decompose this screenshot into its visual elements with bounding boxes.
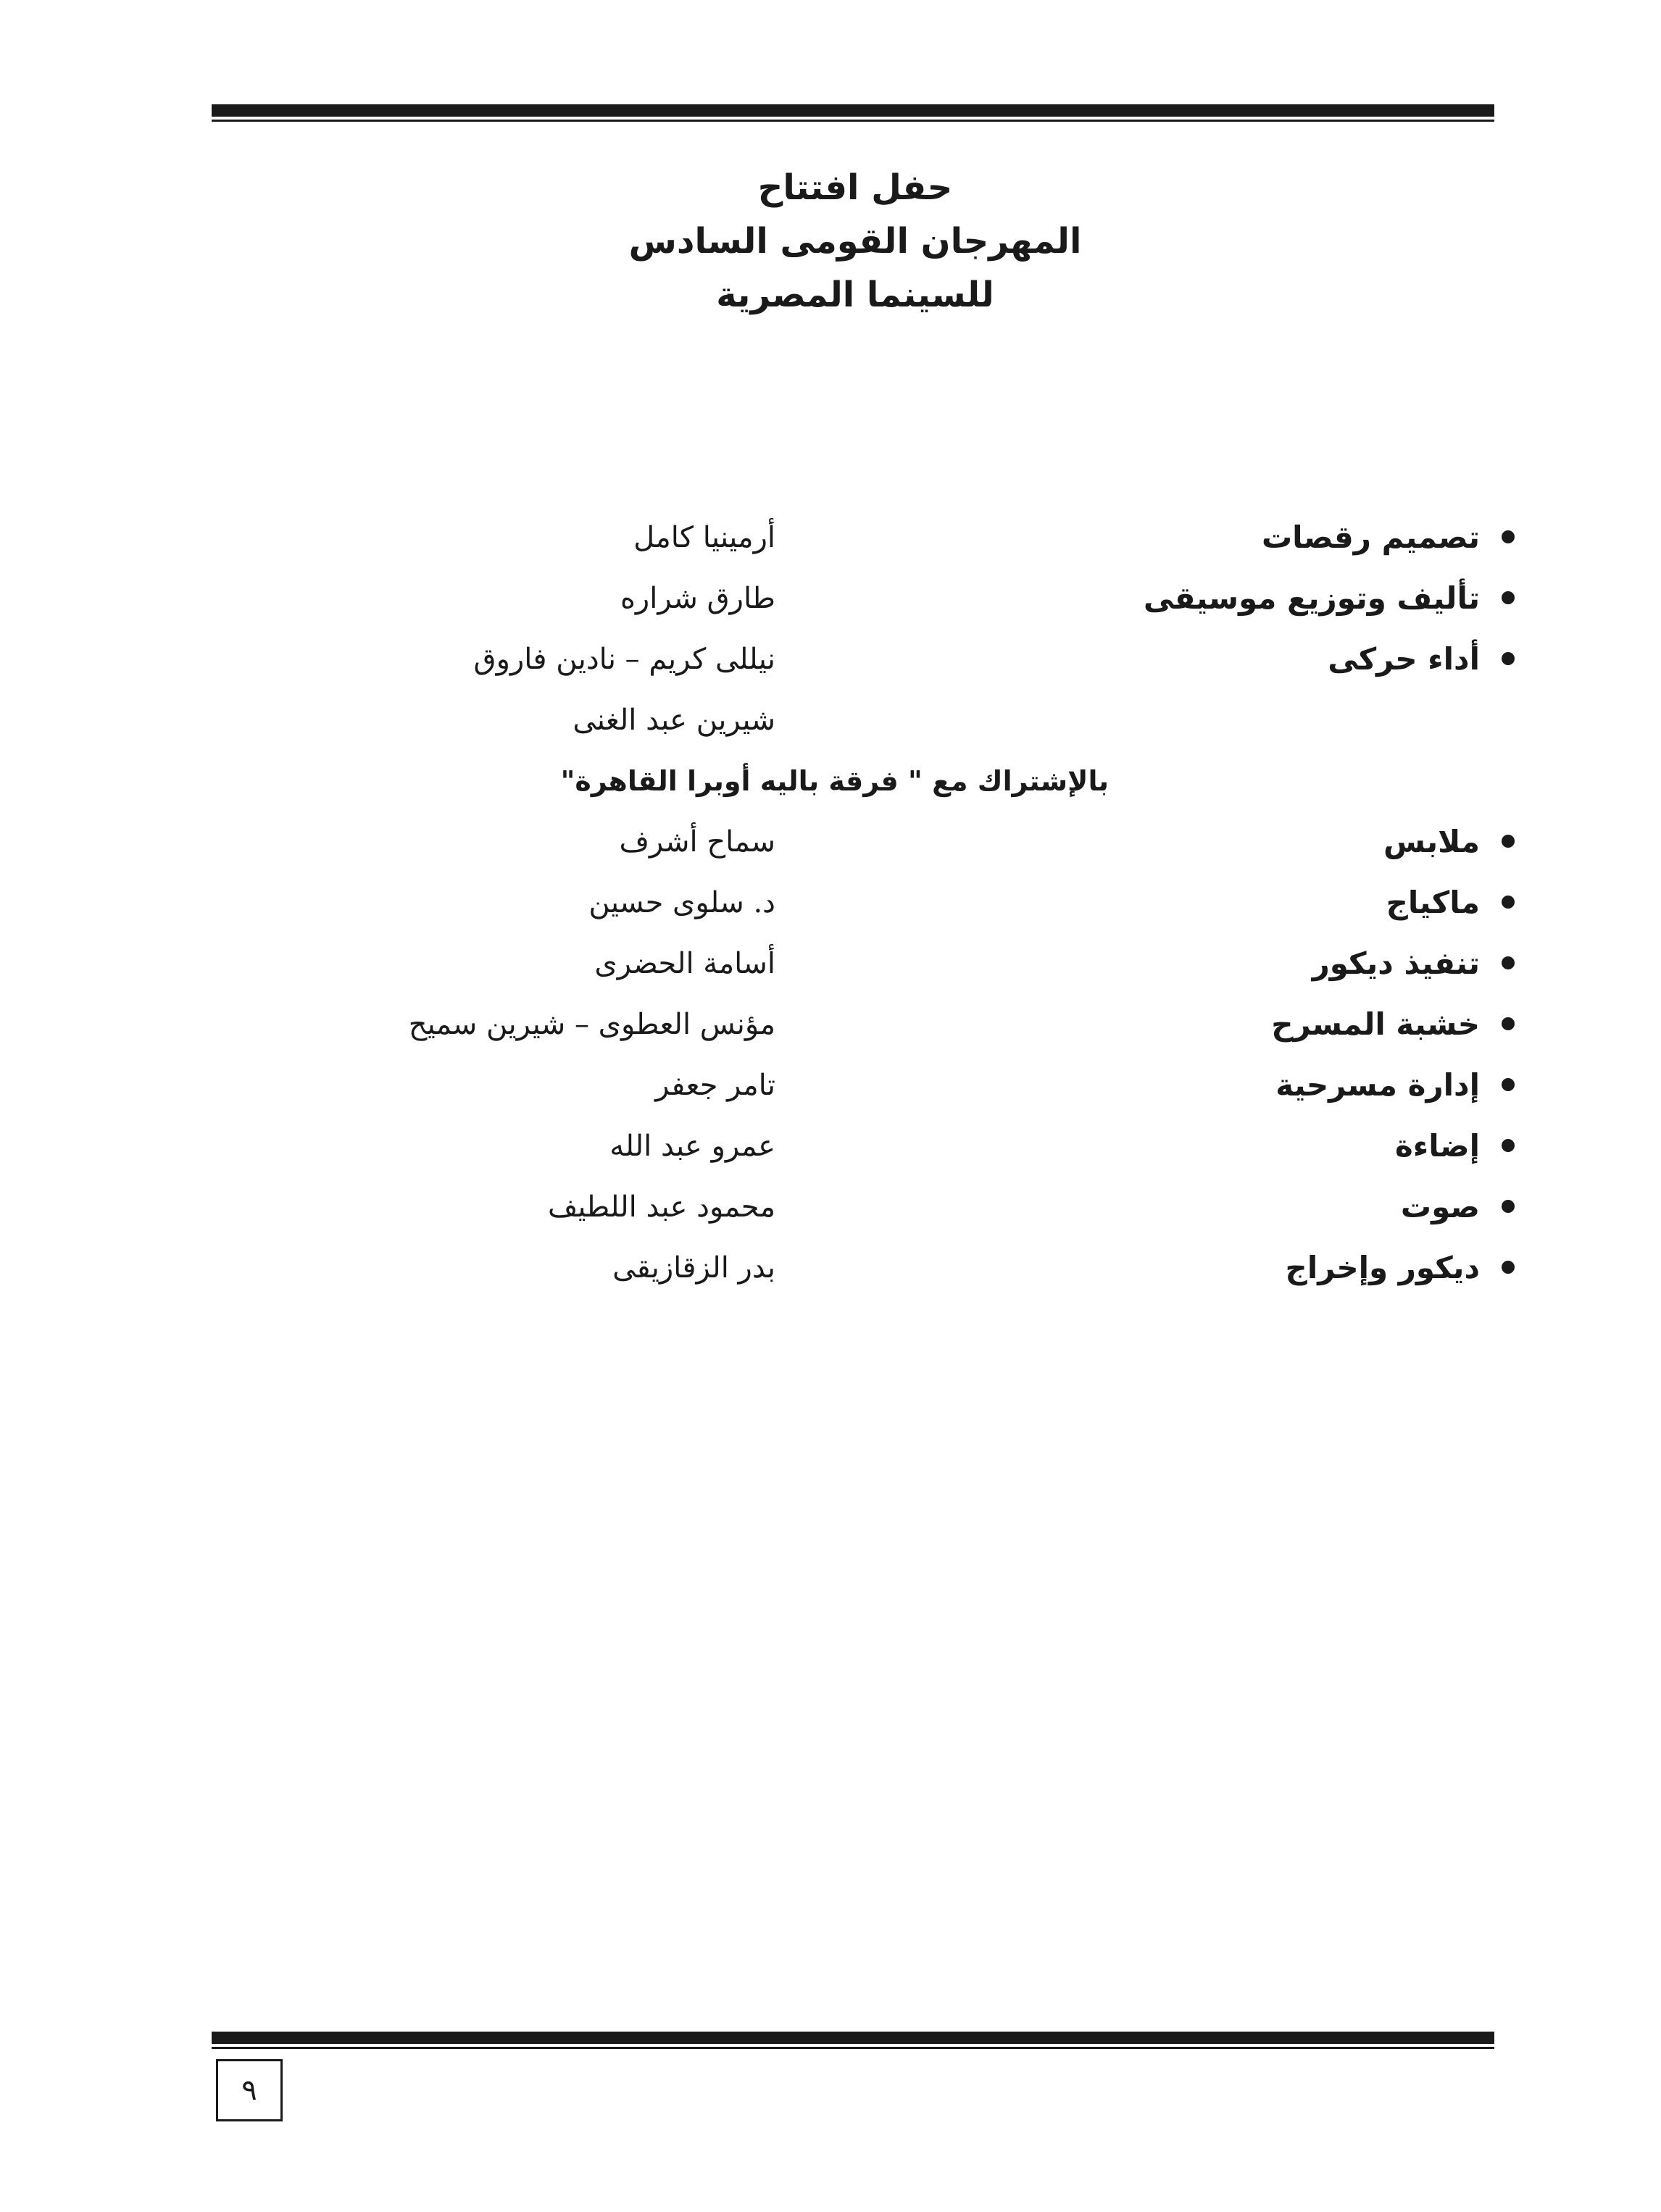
bullet-icon <box>1502 1261 1515 1274</box>
credit-name: مؤنس العطوى – شيرين سميح <box>408 1008 775 1041</box>
credit-name: أسامة الحضرى <box>594 947 775 980</box>
credit-role: تصميم رقصات <box>1261 519 1480 555</box>
page-number: ٩ <box>216 2059 283 2121</box>
credit-role: تنفيذ ديكور <box>1312 946 1480 981</box>
credit-role: أداء حركى <box>1328 641 1480 677</box>
credit-name: تامر جعفر <box>655 1069 775 1102</box>
bottom-rule <box>212 2032 1494 2044</box>
bullet-icon <box>1502 835 1515 848</box>
top-rule <box>212 104 1494 117</box>
page-title <box>507 161 1203 322</box>
credit-row <box>188 1177 1515 1238</box>
bullet-icon <box>1502 1139 1515 1152</box>
credit-role: خشبة المسرح <box>1271 1006 1480 1042</box>
bullet-icon <box>1502 1078 1515 1091</box>
bullet-icon <box>1502 956 1515 969</box>
credit-name: سماح أشرف <box>619 825 775 859</box>
bullet-icon <box>1502 1017 1515 1030</box>
credit-name: محمود عبد اللطيف <box>547 1190 775 1224</box>
bullet-icon <box>1502 1200 1515 1213</box>
credit-row <box>188 994 1515 1055</box>
credit-name: بدر الزقازيقى <box>612 1251 775 1285</box>
credit-name: عمرو عبد الله <box>609 1130 775 1163</box>
credit-row <box>188 872 1515 933</box>
credit-row <box>188 568 1515 629</box>
credit-role: ملابس <box>1383 824 1480 859</box>
title-line-1: حفل افتتاح <box>757 167 953 208</box>
bullet-icon <box>1502 896 1515 909</box>
credit-row <box>188 690 1515 751</box>
credit-role: ماكياج <box>1386 885 1480 920</box>
credit-row <box>188 933 1515 994</box>
credit-role: صوت <box>1400 1189 1480 1224</box>
credit-role: إضاءة <box>1394 1128 1480 1164</box>
bullet-icon <box>1502 591 1515 604</box>
credit-name: شيرين عبد الغنى <box>573 704 775 737</box>
credits-list <box>188 507 1515 1298</box>
title-line-3: للسينما المصرية <box>716 275 994 315</box>
participation-row <box>188 751 1515 811</box>
participation-note: بالإشتراك مع " فرقة باليه أوبرا القاهرة" <box>560 765 1109 797</box>
credit-row <box>188 507 1515 568</box>
credit-row <box>188 1238 1515 1298</box>
credit-row <box>188 811 1515 872</box>
credit-name: د. سلوى حسين <box>588 886 775 919</box>
credit-role: تأليف وتوزيع موسيقى <box>1143 580 1480 616</box>
bullet-icon <box>1502 530 1515 543</box>
credit-role: إدارة مسرحية <box>1275 1067 1480 1103</box>
credit-row <box>188 629 1515 690</box>
credit-name: أرمينيا كامل <box>633 521 775 554</box>
credit-row <box>188 1116 1515 1177</box>
title-line-2: المهرجان القومى السادس <box>628 221 1082 262</box>
credit-name: طارق شراره <box>620 582 775 615</box>
bullet-icon <box>1502 652 1515 665</box>
credit-role: ديكور وإخراج <box>1285 1250 1480 1285</box>
credit-name: نيللى كريم – نادين فاروق <box>473 643 775 676</box>
credit-row <box>188 1055 1515 1116</box>
